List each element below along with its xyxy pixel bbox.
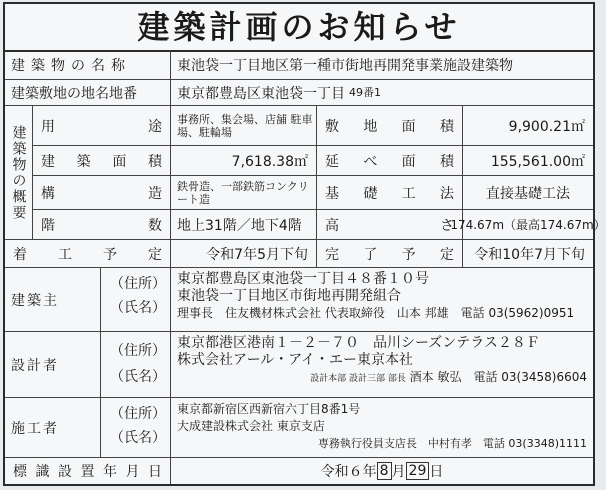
building-area-label: 建 築 面 積 bbox=[33, 146, 171, 176]
floor-area-label: 延 べ 面 積 bbox=[317, 146, 463, 176]
posted-label: 標 識 設 置 年 月 日 bbox=[5, 458, 171, 484]
posted-day: 29 bbox=[406, 462, 430, 480]
owner-field-labels bbox=[101, 268, 171, 332]
designer-person: 酒本 敏弘 電話 03(3458)6604 bbox=[409, 370, 587, 384]
start-label: 着 工 予 定 bbox=[5, 240, 171, 268]
structure-value: 鉄骨造、一部鉄筋コンクリート造 bbox=[171, 176, 317, 210]
sign-title: 建築計画のお知らせ bbox=[5, 4, 593, 52]
owner-label: 建築主 bbox=[5, 268, 101, 332]
designer-dept: 設計本部 設計三部 部長 bbox=[310, 374, 406, 384]
use-value: 事務所、集会場、店舗 駐車場、駐輪場 bbox=[171, 106, 317, 146]
designer-address-label: （住所） bbox=[110, 343, 166, 359]
site-area-value: 9,900.21㎡ bbox=[463, 106, 593, 146]
floors-label: 階 数 bbox=[33, 210, 171, 240]
posted-era: 令和６年 bbox=[320, 464, 377, 480]
height-value: 174.67m（最高174.67m） bbox=[463, 210, 593, 240]
posted-date bbox=[171, 458, 593, 484]
builder-details bbox=[171, 398, 593, 458]
finish-label: 完 了 予 定 bbox=[317, 240, 463, 268]
owner-details bbox=[171, 268, 593, 332]
designer-field-labels bbox=[101, 332, 171, 398]
builder-label: 施工者 bbox=[5, 398, 101, 458]
site-area-label: 敷 地 面 積 bbox=[317, 106, 463, 146]
designer-name-label: （氏名） bbox=[110, 369, 166, 385]
builder-name-2: 専務執行役員支店長 中村有孝 電話 03(3348)1111 bbox=[317, 437, 587, 450]
posted-month-unit: 月 bbox=[391, 464, 406, 480]
owner-name-2: 理事長 住友機材株式会社 代表取締役 山本 邦雄 電話 03(5962)0951 bbox=[177, 306, 575, 320]
overview-label: 建築物の概要 bbox=[5, 106, 33, 240]
site-label: 建築敷地の地名地番 bbox=[5, 80, 171, 106]
designer-details bbox=[171, 332, 593, 398]
builder-field-labels bbox=[101, 398, 171, 458]
designer-name-1: 株式会社アール・アイ・エー東京本社 bbox=[177, 352, 414, 368]
builder-address: 東京都新宿区西新宿六丁目8番1号 bbox=[177, 402, 361, 416]
posted-day-unit: 日 bbox=[429, 464, 444, 480]
floors-value: 地上31階／地下4階 bbox=[171, 210, 317, 240]
structure-label: 構 造 bbox=[33, 176, 171, 210]
use-label: 用 途 bbox=[33, 106, 171, 146]
building-plan-sign bbox=[3, 2, 606, 486]
building-name-label: 建築物の名称 bbox=[5, 50, 171, 80]
designer-label: 設計者 bbox=[5, 332, 101, 398]
owner-address: 東京都豊島区東池袋一丁目４８番１０号 bbox=[177, 271, 429, 287]
owner-name-label: （氏名） bbox=[110, 300, 166, 316]
posted-month: 8 bbox=[377, 462, 392, 480]
owner-name-1: 東池袋一丁目地区市街地再開発組合 bbox=[177, 288, 401, 304]
builder-address-label: （住所） bbox=[110, 406, 166, 422]
builder-name-label: （氏名） bbox=[110, 430, 166, 446]
builder-name-1: 大成建設株式会社 東京支店 bbox=[177, 419, 325, 433]
site-value bbox=[171, 80, 593, 106]
site-address: 東京都豊島区東池袋一丁目 bbox=[177, 85, 345, 102]
start-value: 令和7年5月下旬 bbox=[171, 240, 317, 268]
designer-address: 東京都港区港南１－２－７０ 品川シーズンテラス２８Ｆ bbox=[177, 335, 540, 351]
floor-area-value: 155,561.00㎡ bbox=[463, 146, 593, 176]
site-lot: 49番1 bbox=[349, 86, 381, 99]
owner-address-label: （住所） bbox=[110, 276, 166, 292]
foundation-value: 直接基礎工法 bbox=[463, 176, 593, 210]
height-label: 高 さ bbox=[317, 210, 463, 240]
finish-value: 令和10年7月下旬 bbox=[463, 240, 593, 268]
building-area-value: 7,618.38㎡ bbox=[171, 146, 317, 176]
foundation-label: 基 礎 工 法 bbox=[317, 176, 463, 210]
building-name-value: 東池袋一丁目地区第一種市街地再開発事業施設建築物 bbox=[171, 50, 593, 80]
